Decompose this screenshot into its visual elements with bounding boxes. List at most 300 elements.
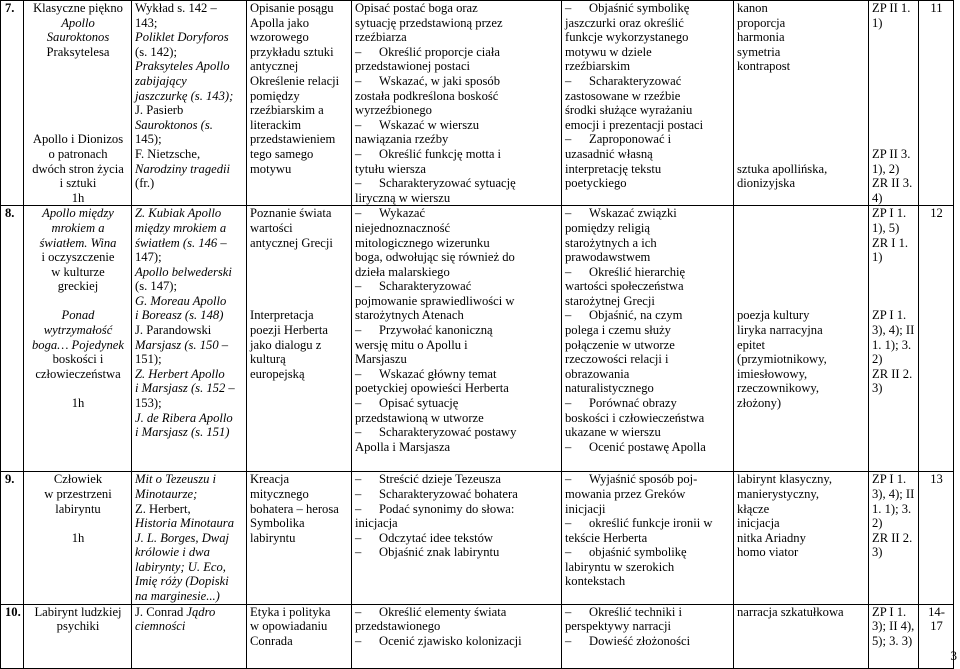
term-line — [737, 132, 866, 147]
requirement-line: – Scharakteryzować bohatera — [355, 487, 559, 502]
key-terms — [734, 1, 869, 206]
reference-line — [872, 74, 916, 89]
extended-line: – Określić hierarchię — [565, 265, 731, 280]
requirement-line: – Wskazać główny temat — [355, 367, 559, 382]
term-line — [737, 74, 866, 89]
reading-line: labirynty; U. Eco, — [135, 560, 244, 575]
requirement-line: – Określić elementy świata — [355, 605, 559, 620]
topic-line — [27, 103, 129, 118]
requirement-line: – Przywołać kanoniczną — [355, 323, 559, 338]
topic-line: człowieczeństwa — [27, 367, 129, 382]
dash-bullet: – — [355, 634, 379, 649]
week-number — [919, 472, 954, 604]
reading-list — [132, 472, 247, 604]
term-line: kanon — [737, 1, 866, 16]
reading-line: 147); — [135, 250, 244, 265]
requirement-line: starożytnych Atenach — [355, 308, 559, 323]
dash-bullet: – — [355, 545, 379, 560]
extended-line: uzasadnić własną — [565, 147, 731, 162]
reading-line: na marginesie...) — [135, 589, 244, 604]
requirement-line: poetyckiej opowieści Herberta — [355, 381, 559, 396]
week-line: 12 — [922, 206, 951, 221]
reference-line: ZP I 1. — [872, 605, 916, 620]
topic-line: labiryntu — [27, 502, 129, 517]
extended-line: – Objaśnić symbolikę — [565, 1, 731, 16]
reference-line: 4) — [872, 191, 916, 206]
topic-line — [27, 381, 129, 396]
reading-line: Wykład s. 142 – — [135, 1, 244, 16]
reading-line: J. Pasierb — [135, 103, 244, 118]
extended-line: – Wskazać związki — [565, 206, 731, 221]
content-line — [250, 265, 349, 280]
reference-line — [872, 103, 916, 118]
reading-line: Imię róży (Dopiski — [135, 574, 244, 589]
term-line — [737, 206, 866, 221]
page-number: 3 — [951, 649, 958, 664]
topic-line — [27, 74, 129, 89]
reference-line — [872, 89, 916, 104]
topic-line: Sauroktonos — [27, 30, 129, 45]
reading-line: 143; — [135, 16, 244, 31]
requirement-line: wersję mitu o Apollu i — [355, 338, 559, 353]
content-line: Opisanie posągu — [250, 1, 349, 16]
term-line — [737, 279, 866, 294]
reference-line: 1), 2) — [872, 162, 916, 177]
dash-bullet: – — [565, 74, 589, 89]
extended-line: pomiędzy religią — [565, 221, 731, 236]
reading-line: zabijający — [135, 74, 244, 89]
dash-bullet: – — [565, 1, 589, 16]
reference-line: ZP II 1. — [872, 1, 916, 16]
lesson-topic — [24, 472, 132, 604]
extended-line: – Wyjaśnić sposób poj- — [565, 472, 731, 487]
dash-bullet: – — [355, 176, 379, 191]
extended-line: jaszczurki oraz określić — [565, 16, 731, 31]
reference-line: 5); 3. 3) — [872, 634, 916, 649]
requirement-line: – Opisać sytuację — [355, 396, 559, 411]
topic-line: Człowiek — [27, 472, 129, 487]
week-number — [919, 604, 954, 668]
topic-line: 1h — [27, 396, 129, 411]
dash-bullet: – — [355, 531, 379, 546]
term-line — [737, 221, 866, 236]
week-number — [919, 206, 954, 472]
term-line: złożony) — [737, 396, 866, 411]
extended-requirements — [562, 206, 734, 472]
extended-line: – objaśnić symbolikę — [565, 545, 731, 560]
dash-bullet: – — [565, 132, 589, 147]
dash-bullet: – — [565, 440, 589, 455]
reference-line: ZR II 3. — [872, 176, 916, 191]
reference-line: 3) — [872, 545, 916, 560]
term-line — [737, 250, 866, 265]
table-row — [1, 604, 954, 668]
term-line — [737, 265, 866, 280]
reference-line: ZR II 2. — [872, 531, 916, 546]
content-line — [250, 250, 349, 265]
content-line: Interpretacja — [250, 308, 349, 323]
requirement-line: Marsjaszu — [355, 352, 559, 367]
requirement-line: – Podać synonimy do słowa: — [355, 502, 559, 517]
extended-requirements — [562, 1, 734, 206]
topic-line: Apollo i Dionizos — [27, 132, 129, 147]
topic-line: Praksytelesa — [27, 45, 129, 60]
extended-line: starożytnych a ich — [565, 236, 731, 251]
extended-line: labiryntu w szerokich — [565, 560, 731, 575]
reference-line — [872, 45, 916, 60]
extended-requirements — [562, 604, 734, 668]
reading-line: J. Conrad Jądro — [135, 605, 244, 620]
requirement-line: sytuację przedstawioną przez — [355, 16, 559, 31]
reading-line: Z. Herbert, — [135, 502, 244, 517]
reference-line: 1) — [872, 16, 916, 31]
reference-line: 2) — [872, 516, 916, 531]
curriculum-references — [869, 604, 919, 668]
reading-line: Sauroktonos (s. — [135, 118, 244, 133]
reference-line — [872, 265, 916, 280]
requirement-line: nawiązania rzeźby — [355, 132, 559, 147]
topic-line: w przestrzeni — [27, 487, 129, 502]
reading-line: 151); — [135, 352, 244, 367]
reading-line: i Marsjasz (s. 152 – — [135, 381, 244, 396]
content-line: tego samego — [250, 147, 349, 162]
content-line: kulturą — [250, 352, 349, 367]
reading-line: Poliklet Doryforos — [135, 30, 244, 45]
week-line: 17 — [922, 619, 951, 634]
reading-line: (fr.) — [135, 176, 244, 191]
reference-line: 1), 5) — [872, 221, 916, 236]
term-line — [737, 236, 866, 251]
reference-line: 3) — [872, 381, 916, 396]
dash-bullet: – — [355, 425, 379, 440]
topic-line: Ponad — [27, 308, 129, 323]
topic-line: i oczyszczenie — [27, 250, 129, 265]
term-line: narracja szkatułkowa — [737, 605, 866, 620]
requirement-line: inicjacja — [355, 516, 559, 531]
content-line: wartości — [250, 221, 349, 236]
topic-line: Klasyczne piękno — [27, 1, 129, 16]
reference-line — [872, 59, 916, 74]
dash-bullet: – — [355, 118, 379, 133]
reading-line: jaszczurkę (s. 143); — [135, 89, 244, 104]
table-row — [1, 472, 954, 604]
reading-line: 153); — [135, 396, 244, 411]
reference-line: ZR I 1. — [872, 236, 916, 251]
extended-line: wartości społeczeństwa — [565, 279, 731, 294]
reading-line: Z. Herbert Apollo — [135, 367, 244, 382]
term-line: kontrapost — [737, 59, 866, 74]
key-terms — [734, 472, 869, 604]
requirement-line: tytułu wiersza — [355, 162, 559, 177]
requirement-line: – Streścić dzieje Tezeusza — [355, 472, 559, 487]
term-line — [737, 103, 866, 118]
extended-line: zastosowane w rzeźbie — [565, 89, 731, 104]
basic-requirements — [352, 1, 562, 206]
extended-line: perspektywy narracji — [565, 619, 731, 634]
term-line: poezja kultury — [737, 308, 866, 323]
reference-line: ZP I 1. — [872, 308, 916, 323]
reference-line: 3), 4); II — [872, 323, 916, 338]
dash-bullet: – — [355, 396, 379, 411]
reference-line: ZP II 3. — [872, 147, 916, 162]
requirement-line: przedstawionej postaci — [355, 59, 559, 74]
topic-line: greckiej — [27, 279, 129, 294]
content-line: przedstawieniem — [250, 132, 349, 147]
topic-line — [27, 59, 129, 74]
extended-line: interpretację tekstu — [565, 162, 731, 177]
term-line: epitet — [737, 338, 866, 353]
table-row — [1, 1, 954, 206]
reading-line: 145); — [135, 132, 244, 147]
dash-bullet: – — [565, 265, 589, 280]
reference-line — [872, 294, 916, 309]
extended-line: – Dowieść złożoności — [565, 634, 731, 649]
content-line: europejską — [250, 367, 349, 382]
topic-line — [27, 118, 129, 133]
dash-bullet: – — [565, 396, 589, 411]
reference-line — [872, 279, 916, 294]
lesson-number: 7. — [1, 1, 24, 206]
dash-bullet: – — [565, 206, 589, 221]
reference-line: ZR II 2. — [872, 367, 916, 382]
requirement-line: – Wskazać, w jaki sposób — [355, 74, 559, 89]
term-line: labirynt klasyczny, — [737, 472, 866, 487]
week-number — [919, 1, 954, 206]
topic-line: w kulturze — [27, 265, 129, 280]
extended-line: – Zaproponować i — [565, 132, 731, 147]
dash-bullet: – — [565, 545, 589, 560]
topic-line — [27, 294, 129, 309]
requirement-line: przedstawionego — [355, 619, 559, 634]
content-line: Apolla jako — [250, 16, 349, 31]
requirement-line: wyrzeźbionego — [355, 103, 559, 118]
topic-line: 1h — [27, 531, 129, 546]
extended-line: kontekstach — [565, 574, 731, 589]
term-line — [737, 147, 866, 162]
basic-requirements — [352, 604, 562, 668]
content-line: mitycznego — [250, 487, 349, 502]
dash-bullet: – — [355, 472, 379, 487]
reading-list — [132, 206, 247, 472]
term-line: inicjacja — [737, 516, 866, 531]
reference-line: 3); II 4), — [872, 619, 916, 634]
content-line: antycznej Grecji — [250, 236, 349, 251]
term-line: (przymiotnikowy, — [737, 352, 866, 367]
content-line: motywu — [250, 162, 349, 177]
reading-line: i Boreasz (s. 148) — [135, 308, 244, 323]
reference-line: 1. 1); 3. — [872, 502, 916, 517]
dash-bullet: – — [355, 323, 379, 338]
dash-bullet: – — [355, 605, 379, 620]
topic-line: Labirynt ludzkiej — [27, 605, 129, 620]
extended-line: emocji i prezentacji postaci — [565, 118, 731, 133]
content-line: rzeźbiarskim a — [250, 103, 349, 118]
reading-line: Apollo belwederski — [135, 265, 244, 280]
curriculum-references — [869, 206, 919, 472]
content-line: bohatera – herosa — [250, 502, 349, 517]
lesson-content — [247, 604, 352, 668]
requirement-line: dzieła malarskiego — [355, 265, 559, 280]
extended-line: – Porównać obrazy — [565, 396, 731, 411]
dash-bullet: – — [355, 45, 379, 60]
content-line: Określenie relacji — [250, 74, 349, 89]
reading-line: (s. 147); — [135, 279, 244, 294]
basic-requirements — [352, 472, 562, 604]
term-line — [737, 118, 866, 133]
dash-bullet: – — [355, 206, 379, 221]
term-line: sztuka apollińska, — [737, 162, 866, 177]
requirement-line: – Objaśnić znak labiryntu — [355, 545, 559, 560]
reading-line: między mrokiem a — [135, 221, 244, 236]
week-line: 14- — [922, 605, 951, 620]
content-line: Kreacja — [250, 472, 349, 487]
reference-line — [872, 132, 916, 147]
dash-bullet: – — [565, 605, 589, 620]
term-line: kłącze — [737, 502, 866, 517]
extended-line: – Scharakteryzować — [565, 74, 731, 89]
reference-line: 1) — [872, 250, 916, 265]
reading-line: światłem (s. 146 – — [135, 236, 244, 251]
reference-line — [872, 118, 916, 133]
extended-requirements — [562, 472, 734, 604]
requirement-line: Opisać postać boga oraz — [355, 1, 559, 16]
requirement-line: została podkreślona boskość — [355, 89, 559, 104]
reading-line: Z. Kubiak Apollo — [135, 206, 244, 221]
reading-line: Minotaurze; — [135, 487, 244, 502]
requirement-line: rzeźbiarza — [355, 30, 559, 45]
lesson-topic — [24, 1, 132, 206]
reading-list — [132, 1, 247, 206]
lesson-number: 10. — [1, 604, 24, 668]
requirement-line: – Ocenić zjawisko kolonizacji — [355, 634, 559, 649]
extended-line: boskości i człowieczeństwa — [565, 411, 731, 426]
requirement-line: – Wykazać — [355, 206, 559, 221]
lesson-topic — [24, 604, 132, 668]
reference-line: ZP I 1. — [872, 472, 916, 487]
requirement-line: liryczną w wierszu — [355, 191, 559, 206]
term-line: imiesłowowy, — [737, 367, 866, 382]
dash-bullet: – — [355, 502, 379, 517]
extended-line: – określić funkcje ironii w — [565, 516, 731, 531]
lesson-topic — [24, 206, 132, 472]
requirement-line: mitologicznego wizerunku — [355, 236, 559, 251]
extended-line: prawodawstwem — [565, 250, 731, 265]
extended-line: obrazowania — [565, 367, 731, 382]
extended-line: rzeźbiarskim — [565, 59, 731, 74]
dash-bullet: – — [355, 74, 379, 89]
topic-line: Apollo między — [27, 206, 129, 221]
extended-line: środki służące wyrażaniu — [565, 103, 731, 118]
topic-line: mrokiem a — [27, 221, 129, 236]
topic-line: Apollo — [27, 16, 129, 31]
extended-line: polega i czemu służy — [565, 323, 731, 338]
topic-line: o patronach — [27, 147, 129, 162]
requirement-line: – Odczytać idee tekstów — [355, 531, 559, 546]
topic-line: i sztuki — [27, 176, 129, 191]
topic-line — [27, 89, 129, 104]
key-terms — [734, 206, 869, 472]
requirement-line: – Scharakteryzować sytuację — [355, 176, 559, 191]
dash-bullet: – — [355, 279, 379, 294]
reading-line: (s. 142); — [135, 45, 244, 60]
lesson-content — [247, 1, 352, 206]
reading-line: Narodziny tragedii — [135, 162, 244, 177]
reading-line: Praksyteles Apollo — [135, 59, 244, 74]
dash-bullet: – — [565, 472, 589, 487]
term-line: proporcja — [737, 16, 866, 31]
term-line: rzeczownikowy, — [737, 381, 866, 396]
extended-line: naturalistycznego — [565, 381, 731, 396]
content-line: antycznej — [250, 59, 349, 74]
extended-line: starożytnej Grecji — [565, 294, 731, 309]
extended-line: tekście Herberta — [565, 531, 731, 546]
curriculum-references — [869, 1, 919, 206]
content-line: jako dialogu z — [250, 338, 349, 353]
reading-line: Marsjasz (s. 150 – — [135, 338, 244, 353]
topic-line: boga… Pojedynek — [27, 338, 129, 353]
lesson-content — [247, 472, 352, 604]
term-line: liryka narracyjna — [737, 323, 866, 338]
lesson-number: 9. — [1, 472, 24, 604]
term-line: harmonia — [737, 30, 866, 45]
topic-line — [27, 516, 129, 531]
requirement-line: – Określić funkcję motta i — [355, 147, 559, 162]
reading-line: F. Nietzsche, — [135, 147, 244, 162]
extended-line: – Określić techniki i — [565, 605, 731, 620]
content-line: przykładu sztuki — [250, 45, 349, 60]
reading-line: J. L. Borges, Dwaj — [135, 531, 244, 546]
topic-line: światłem. Wina — [27, 236, 129, 251]
lesson-content — [247, 206, 352, 472]
basic-requirements — [352, 206, 562, 472]
term-line: homo viator — [737, 545, 866, 560]
content-line — [250, 294, 349, 309]
extended-line: inicjacji — [565, 502, 731, 517]
term-line: nitka Ariadny — [737, 531, 866, 546]
reference-line — [872, 30, 916, 45]
extended-line: motywu w dziele — [565, 45, 731, 60]
content-line — [250, 279, 349, 294]
extended-line: – Objaśnić, na czym — [565, 308, 731, 323]
week-line: 11 — [922, 1, 951, 16]
dash-bullet: – — [355, 487, 379, 502]
requirement-line: Apolla i Marsjasza — [355, 440, 559, 455]
dash-bullet: – — [565, 516, 589, 531]
requirement-line: niejednoznaczność — [355, 221, 559, 236]
reference-line: 3), 4); II — [872, 487, 916, 502]
extended-line: poetyckiego — [565, 176, 731, 191]
dash-bullet: – — [355, 367, 379, 382]
extended-line: mowania przez Greków — [565, 487, 731, 502]
key-terms — [734, 604, 869, 668]
content-line: labiryntu — [250, 531, 349, 546]
week-line: 13 — [922, 472, 951, 487]
reading-line: królowie i dwa — [135, 545, 244, 560]
extended-line: – Ocenić postawę Apolla — [565, 440, 731, 455]
reading-line: Mit o Tezeuszu i — [135, 472, 244, 487]
reference-line: 2) — [872, 352, 916, 367]
dash-bullet: – — [565, 634, 589, 649]
content-line: Conrada — [250, 634, 349, 649]
reading-line: ciemności — [135, 619, 244, 634]
reading-list — [132, 604, 247, 668]
content-line: poezji Herberta — [250, 323, 349, 338]
requirement-line: przedstawioną w utworze — [355, 411, 559, 426]
term-line: manierystyczny, — [737, 487, 866, 502]
term-line: dionizyjska — [737, 176, 866, 191]
requirement-line: – Wskazać w wierszu — [355, 118, 559, 133]
extended-line: ukazane w wierszu — [565, 425, 731, 440]
